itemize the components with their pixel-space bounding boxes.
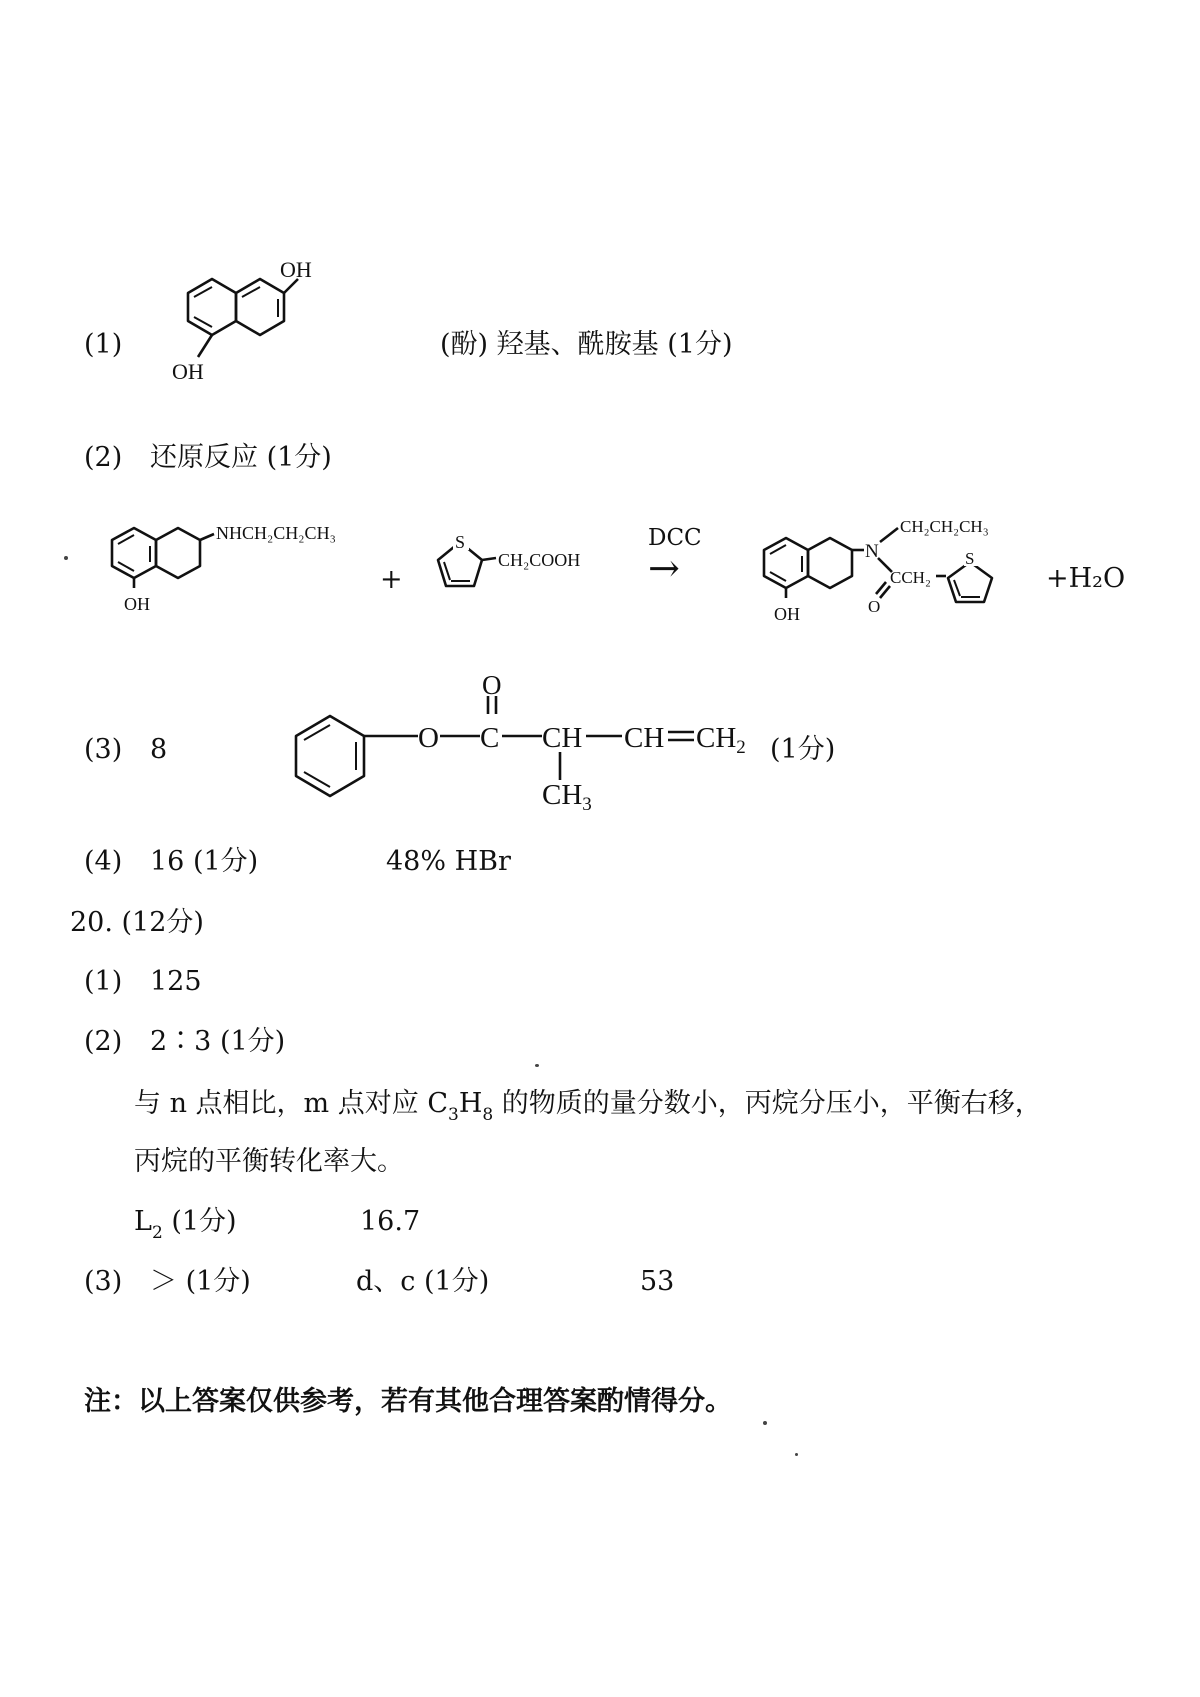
product-sulfur: S — [965, 549, 975, 568]
q19-p2-answer: 还原反应 (1分) — [150, 442, 332, 473]
q20-p1-value: 125 — [150, 966, 202, 997]
q19-p2-answer-label: (2) — [84, 442, 123, 473]
product-water: +H₂O — [1046, 563, 1126, 594]
q19-p3-value: 8 — [150, 734, 168, 765]
q19-p3-label: (3) — [84, 734, 123, 765]
ester-oxygen: O — [418, 722, 439, 754]
q19-p1-label: (1) — [84, 329, 123, 360]
q20-p2-value: 16.7 — [360, 1206, 421, 1237]
equation-reactant-thiopheneacetic-acid — [430, 530, 650, 630]
reagent-dcc: DCC — [648, 525, 702, 551]
q19-p4-value: 16 (1分) — [150, 846, 259, 877]
reaction-arrow: → — [648, 546, 680, 590]
terminal-ch2: $CH_2$ — [696, 722, 746, 758]
q20-p2-ratio: 2∶3 (1分) — [150, 1026, 286, 1057]
q19-p3-points: (1分) — [770, 734, 836, 765]
reactant1-chain: NHCH₂CH₂CH₃ — [216, 523, 336, 543]
scan-speck — [64, 556, 68, 560]
q19-p4-label: (4) — [84, 846, 123, 877]
q20-p2-explanation-line1: 与 n 点相比，m 点对应 $C_3H_8$ 的物质的量分数小，丙烷分压小，平衡右移， — [134, 1088, 1042, 1125]
product-nitrogen: N — [865, 541, 879, 562]
q20-header: 20. (12分) — [70, 907, 204, 938]
q19-p1-answer: (酚) 羟基、酰胺基 (1分) — [440, 329, 733, 360]
q20-p3-label: (3) — [84, 1266, 123, 1297]
q19-p4-reagent: 48% HBr — [386, 846, 511, 877]
methine-ch: CH — [542, 722, 583, 754]
q20-p3-compare: ＞ (1分) — [150, 1266, 251, 1297]
oh-bottom-label: OH — [172, 359, 204, 384]
methyl-group: $CH_3$ — [542, 779, 592, 815]
carbonyl-oxygen: O — [482, 670, 502, 700]
q20-p3-value: 53 — [640, 1266, 675, 1297]
product-chain: CH₂CH₂CH₃ — [900, 517, 989, 536]
vinyl-ch: CH — [624, 722, 665, 754]
q20-p1-label: (1) — [84, 966, 123, 997]
carbonyl-carbon: C — [480, 722, 500, 754]
naphthalenediol-structure — [150, 257, 350, 415]
plus-sign: + — [380, 564, 403, 595]
oh-top-label: OH — [280, 257, 312, 282]
equation-reactant-aminotetralin — [100, 518, 380, 648]
q20-p2-curve-answer: $L_2$ (1分) — [134, 1206, 237, 1243]
scan-speck — [795, 1453, 798, 1456]
product-acyl: CCH₂ — [890, 568, 931, 587]
q20-p2-label: (2) — [84, 1026, 123, 1057]
equation-product-rotigotine — [752, 518, 1052, 638]
footnote: 注：以上答案仅供参考，若有其他合理答案酌情得分。 — [84, 1386, 732, 1417]
product-oxygen: O — [868, 597, 881, 616]
reactant2-chain: CH₂COOH — [498, 550, 581, 570]
product-oh: OH — [774, 604, 800, 624]
reactant1-oh: OH — [124, 594, 150, 614]
scan-speck — [535, 1064, 539, 1067]
q20-p3-letters: d、c (1分) — [356, 1266, 490, 1297]
q20-p2-explanation-line2: 丙烷的平衡转化率大。 — [134, 1146, 404, 1177]
scan-speck — [763, 1421, 767, 1425]
reactant2-sulfur: S — [455, 532, 466, 552]
